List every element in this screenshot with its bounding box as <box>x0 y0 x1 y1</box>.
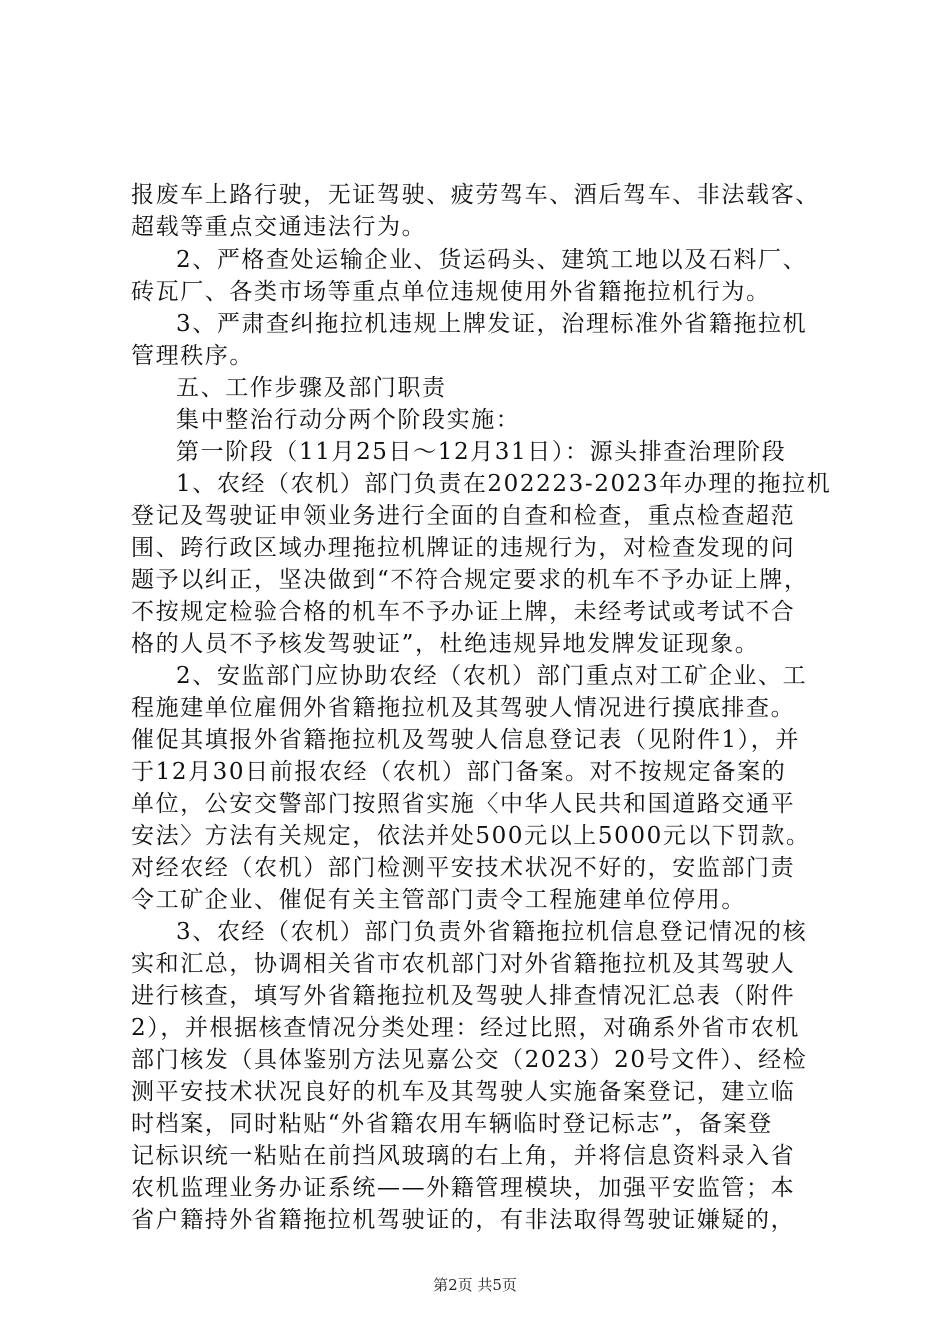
page-number-footer: 第2页 共5页 <box>433 1276 517 1294</box>
text-line: 记标识统一粘贴在前挡风玻璃的右上角，并将信息资料录入省 <box>131 1143 796 1169</box>
text-line: 超载等重点交通违法行为。 <box>131 214 427 240</box>
text-line: 2、严格查处运输企业、货运码头、建筑工地以及石料厂、 <box>176 247 808 273</box>
text-line: 2），并根据核查情况分类处理：经过比照，对确系外省市农机 <box>131 1015 800 1041</box>
text-line: 部门核发（具体鉴别方法见嘉公交（2023）20号文件）、经检 <box>131 1047 808 1073</box>
text-line: 集中整治行动分两个阶段实施： <box>176 407 521 433</box>
text-line: 第一阶段（11月25日～12月31日）：源头排查治理阶段 <box>176 439 787 465</box>
text-line: 不按规定检验合格的机车不予办证上牌，未经考试或考试不合 <box>131 599 796 625</box>
text-line: 3、严肃查纠拖拉机违规上牌发证，治理标准外省籍拖拉机 <box>176 311 808 337</box>
text-line: 格的人员不予核发驾驶证”，杜绝违规异地发牌发证现象。 <box>131 631 760 657</box>
text-line: 令工矿企业、催促有关主管部门责令工程施建单位停用。 <box>131 887 746 913</box>
text-line: 对经农经（农机）部门检测平安技术状况不好的，安监部门责 <box>131 855 796 881</box>
text-line: 于12月30日前报农经（农机）部门备案。对不按规定备案的 <box>131 759 787 785</box>
text-line: 省户籍持外省籍拖拉机驾驶证的，有非法取得驾驶证嫌疑的， <box>131 1207 796 1233</box>
text-line: 管理秩序。 <box>131 343 254 369</box>
text-line: 1、农经（农机）部门负责在202223-2023年办理的拖拉机 <box>176 471 832 497</box>
text-line: 程施建单位雇佣外省籍拖拉机及其驾驶人情况进行摸底排查。 <box>131 695 796 721</box>
text-line: 实和汇总，协调相关省市农机部门对外省籍拖拉机及其驾驶人 <box>131 951 796 977</box>
text-line: 砖瓦厂、各类市场等重点单位违规使用外省籍拖拉机行为。 <box>131 279 771 305</box>
text-line: 题予以纠正，坚决做到“不符合规定要求的机车不予办证上牌， <box>131 567 809 593</box>
text-line: 安法〉方法有关规定，依法并处500元以上5000元以下罚款。 <box>131 823 811 849</box>
text-line: 3、农经（农机）部门负责外省籍拖拉机信息登记情况的核 <box>176 919 808 945</box>
section-heading: 五、工作步骤及部门职责 <box>176 375 447 401</box>
text-line: 单位，公安交警部门按照省实施〈中华人民共和国道路交通平 <box>131 791 796 817</box>
text-line: 登记及驾驶证申领业务进行全面的自查和检查，重点检查超范 <box>131 503 796 529</box>
text-line: 时档案，同时粘贴“外省籍农用车辆临时登记标志”，备案登 <box>131 1111 773 1137</box>
text-line: 农机监理业务办证系统——外籍管理模块，加强平安监管；本 <box>131 1175 796 1201</box>
text-line: 2、安监部门应协助农经（农机）部门重点对工矿企业、工 <box>176 663 808 689</box>
text-line: 催促其填报外省籍拖拉机及驾驶人信息登记表（见附件1），并 <box>131 727 800 753</box>
text-line: 围、跨行政区域办理拖拉机牌证的违规行为，对检查发现的问 <box>131 535 796 561</box>
text-line: 进行核查，填写外省籍拖拉机及驾驶人排查情况汇总表（附件 <box>131 983 796 1009</box>
text-line: 报废车上路行驶，无证驾驶、疲劳驾车、酒后驾车、非法载客、 <box>131 182 820 208</box>
text-line: 测平安技术状况良好的机车及其驾驶人实施备案登记，建立临 <box>131 1079 796 1105</box>
